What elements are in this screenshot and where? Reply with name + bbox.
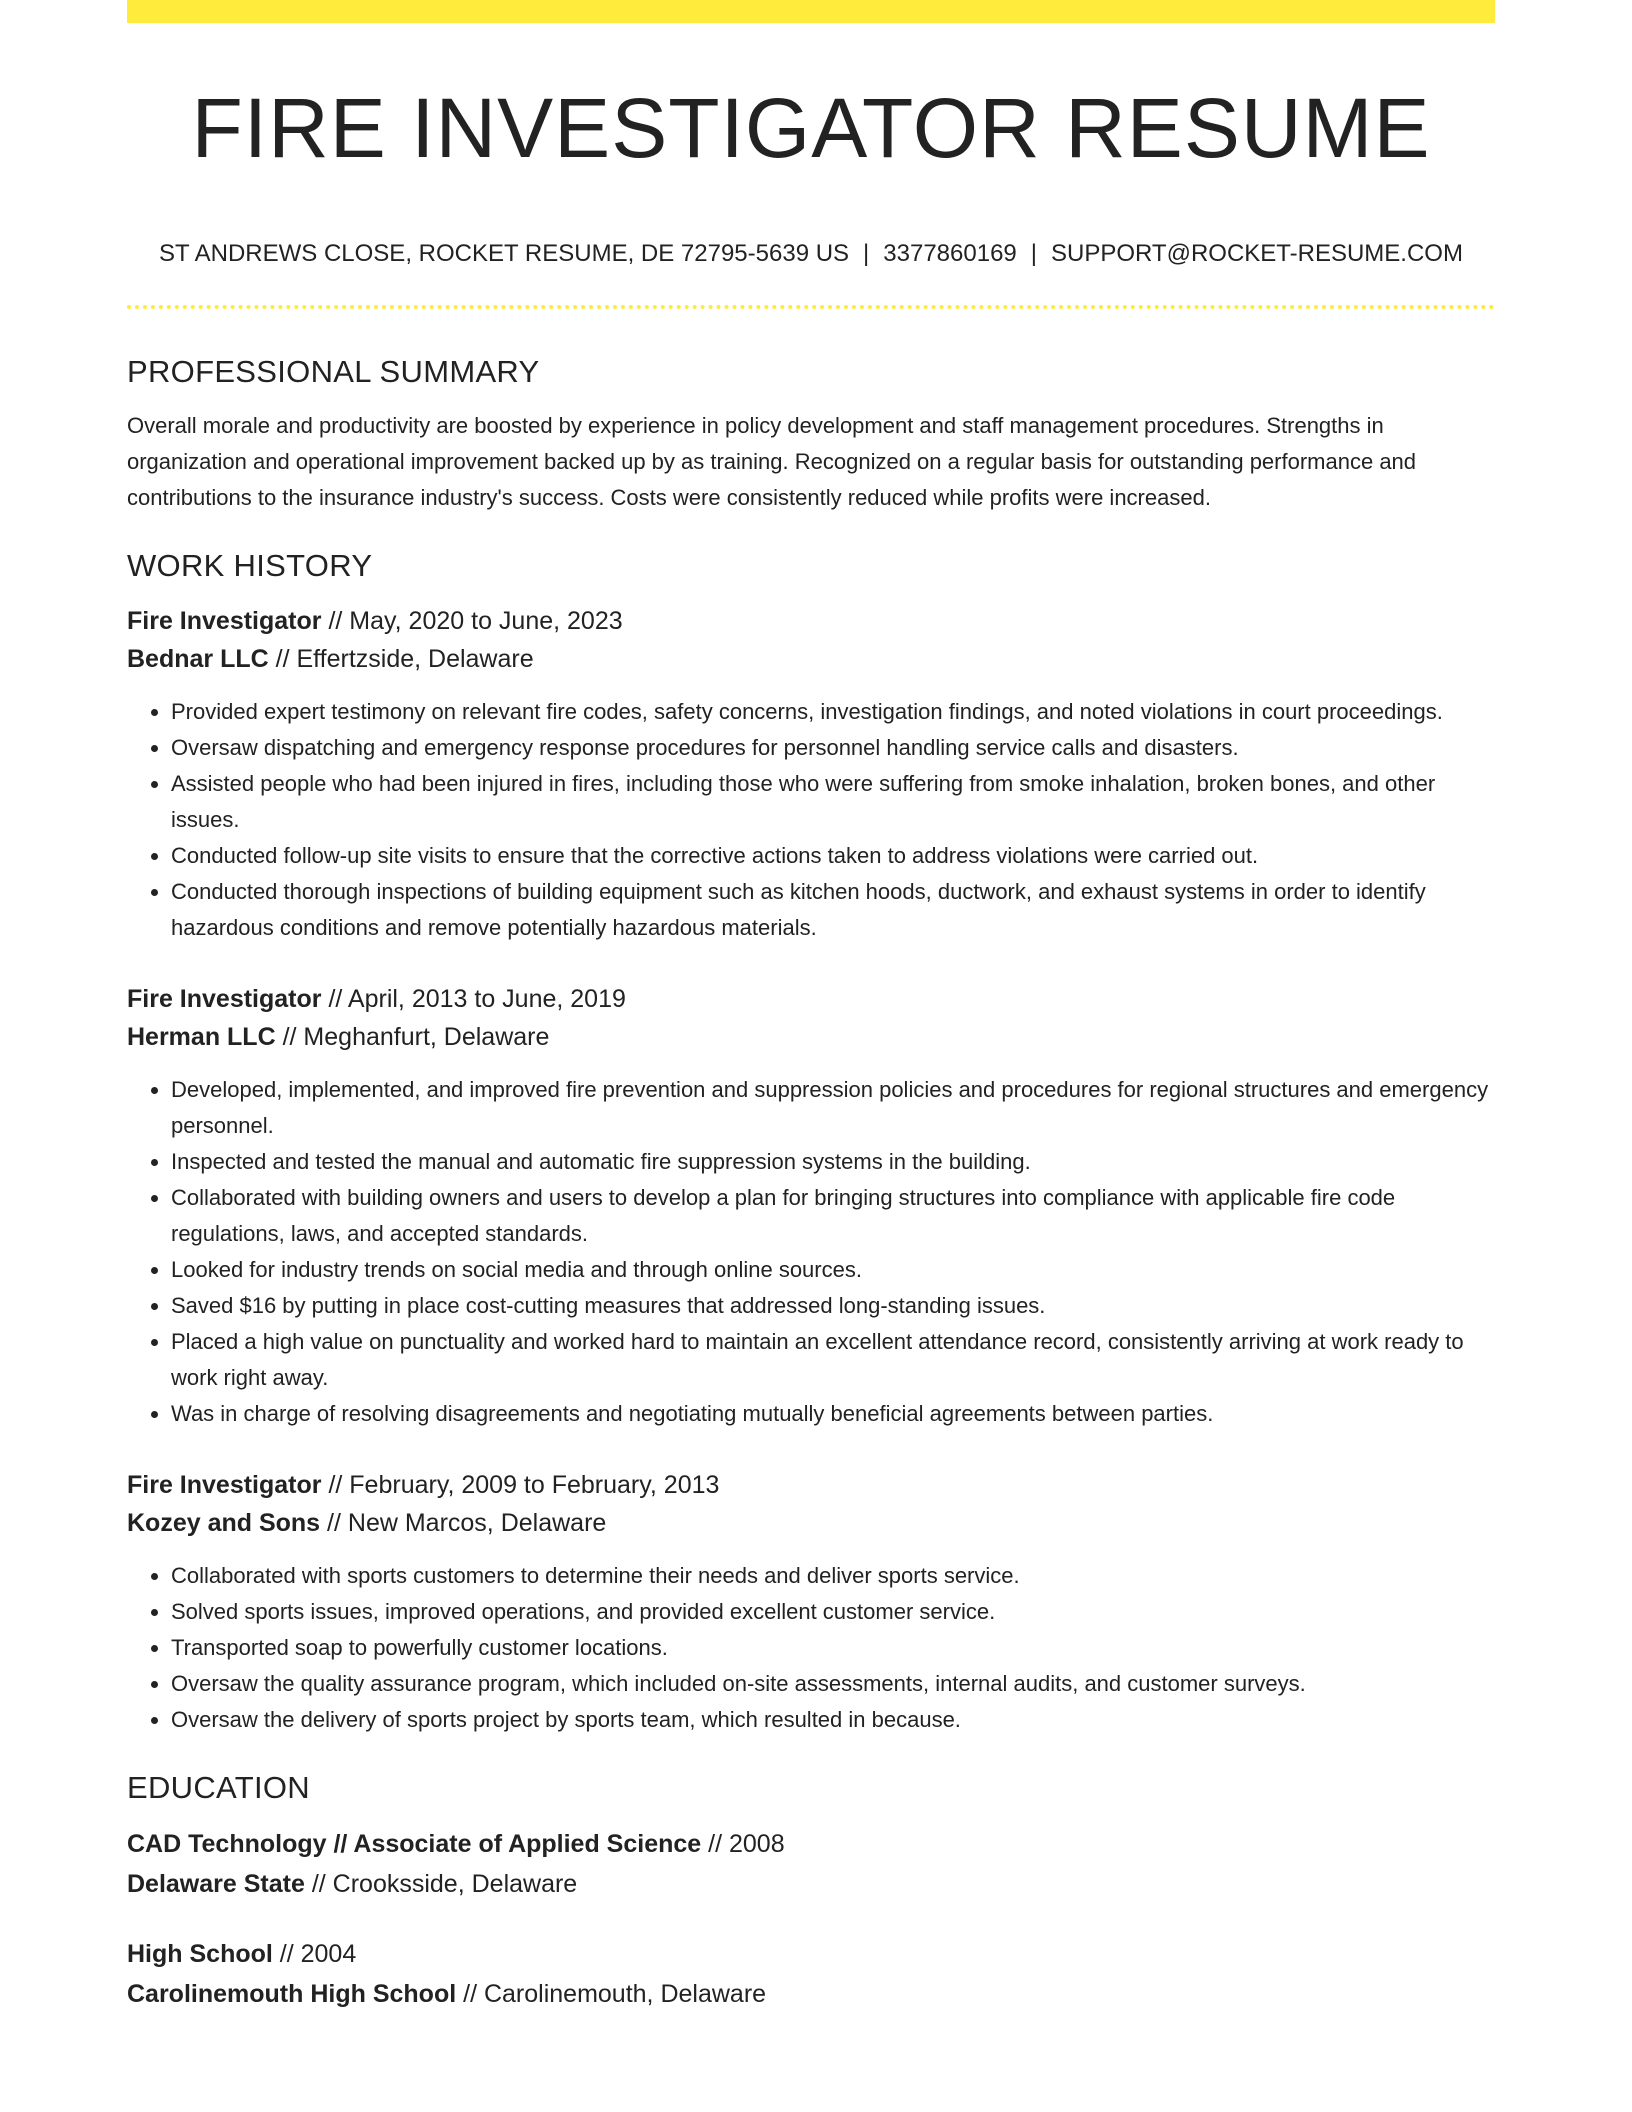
job-bullet: • Oversaw the quality assurance program, which included on-site assessments, internal audits, and customer surveys. <box>171 1666 1495 1702</box>
education-section <box>127 1766 1495 2014</box>
job-entry <box>127 980 1495 1432</box>
job-bullet: • Placed a high value on punctuality and worked hard to maintain an excellent attendance record, consistently arriving at work ready to work right away. <box>171 1324 1495 1396</box>
job-location: // Meghanfurt, Delaware <box>282 1023 550 1051</box>
job-company: Herman LLC <box>127 1023 276 1051</box>
education-degree: High School <box>127 1940 273 1968</box>
education-school: Delaware State <box>127 1870 305 1898</box>
job-bullet: • Transported soap to powerfully customer locations. <box>171 1630 1495 1666</box>
job-bullet: • Oversaw dispatching and emergency response procedures for personnel handling service calls and disasters. <box>171 730 1495 766</box>
education-year: // 2008 <box>708 1830 785 1858</box>
education-location: // Carolinemouth, Delaware <box>463 1980 767 2008</box>
education-degree-line <box>127 1934 1495 1974</box>
education-year: // 2004 <box>279 1940 357 1968</box>
job-title-line <box>127 980 1495 1018</box>
accent-top-bar <box>127 0 1495 23</box>
job-bullets <box>127 694 1495 946</box>
contact-separator: | <box>1030 240 1037 267</box>
job-company: Kozey and Sons <box>127 1509 321 1537</box>
job-bullet: • Provided expert testimony on relevant fire codes, safety concerns, investigation findings, and noted violations in court proceedings. <box>171 694 1495 730</box>
education-school: Carolinemouth High School <box>127 1980 457 2008</box>
summary-text: Overall morale and productivity are boosted by experience in policy development and staff management procedures. Strengths in organization and operational improvement backed up by as training. Recognized on a regular basis for outstanding performance and contributions to the insurance industry's success. Costs were consistently reduced while profits were increased. <box>127 413 1417 510</box>
job-entry <box>127 602 1495 946</box>
job-title: Fire Investigator <box>127 1471 322 1499</box>
job-entry <box>127 1466 1495 1738</box>
contact-separator: | <box>863 240 870 267</box>
dotted-divider <box>127 305 1495 309</box>
job-title: Fire Investigator <box>127 985 322 1013</box>
job-bullet: • Assisted people who had been injured in fires, including those who were suffering from smoke inhalation, broken bones, and other issues. <box>171 766 1495 838</box>
contact-email: SUPPORT@ROCKET-RESUME.COM <box>1051 240 1463 267</box>
education-school-line <box>127 1974 1495 2014</box>
job-dates: // February, 2009 to February, 2013 <box>328 1471 720 1499</box>
job-bullet: • Inspected and tested the manual and automatic fire suppression systems in the building. <box>171 1144 1495 1180</box>
job-location: // Effertzside, Delaware <box>275 645 534 673</box>
education-degree: CAD Technology // Associate of Applied Science <box>127 1830 702 1858</box>
job-bullet: • Looked for industry trends on social media and through online sources. <box>171 1252 1495 1288</box>
job-bullet: • Saved $16 by putting in place cost-cutting measures that addressed long-standing issues. <box>171 1288 1495 1324</box>
job-bullet: • Oversaw the delivery of sports project by sports team, which resulted in because. <box>171 1702 1495 1738</box>
job-company-line <box>127 1018 1495 1056</box>
contact-address: ST ANDREWS CLOSE, ROCKET RESUME, DE 72795-5639 US <box>159 240 850 267</box>
summary-section <box>127 350 1495 516</box>
education-location: // Crooksside, Delaware <box>311 1870 578 1898</box>
job-dates: // April, 2013 to June, 2019 <box>328 985 626 1013</box>
summary-heading: PROFESSIONAL SUMMARY <box>127 354 540 389</box>
job-bullet: • Collaborated with sports customers to determine their needs and deliver sports service. <box>171 1558 1495 1594</box>
job-bullets <box>127 1558 1495 1738</box>
work-history-heading: WORK HISTORY <box>127 548 373 583</box>
education-entry <box>127 1934 1495 2014</box>
job-bullets <box>127 1072 1495 1432</box>
work-history-section <box>127 544 1495 1738</box>
job-bullet: • Collaborated with building owners and users to develop a plan for bringing structures into compliance with applicable fire code regulations, laws, and accepted standards. <box>171 1180 1495 1252</box>
education-heading: EDUCATION <box>127 1770 310 1805</box>
job-location: // New Marcos, Delaware <box>327 1509 607 1537</box>
job-bullet: • Was in charge of resolving disagreements and negotiating mutually beneficial agreements between parties. <box>171 1396 1495 1432</box>
job-company: Bednar LLC <box>127 645 269 673</box>
resume-title: FIRE INVESTIGATOR RESUME <box>191 81 1431 175</box>
job-dates: // May, 2020 to June, 2023 <box>328 607 623 635</box>
education-entry <box>127 1824 1495 1904</box>
job-bullet: • Conducted follow-up site visits to ensure that the corrective actions taken to address violations were carried out. <box>171 838 1495 874</box>
contact-phone: 3377860169 <box>883 240 1017 267</box>
resume-body <box>127 350 1495 2014</box>
education-school-line <box>127 1864 1495 1904</box>
job-company-line <box>127 1504 1495 1542</box>
job-bullet: • Developed, implemented, and improved fire prevention and suppression policies and procedures for regional structures and emergency personnel. <box>171 1072 1495 1144</box>
job-bullet: • Conducted thorough inspections of building equipment such as kitchen hoods, ductwork, and exhaust systems in order to identify hazardous conditions and remove potentially hazardous materials. <box>171 874 1495 946</box>
job-title: Fire Investigator <box>127 607 322 635</box>
education-degree-line <box>127 1824 1495 1864</box>
job-company-line <box>127 640 1495 678</box>
job-title-line <box>127 1466 1495 1504</box>
contact-line <box>127 236 1495 272</box>
job-bullet: • Solved sports issues, improved operations, and provided excellent customer service. <box>171 1594 1495 1630</box>
job-title-line <box>127 602 1495 640</box>
